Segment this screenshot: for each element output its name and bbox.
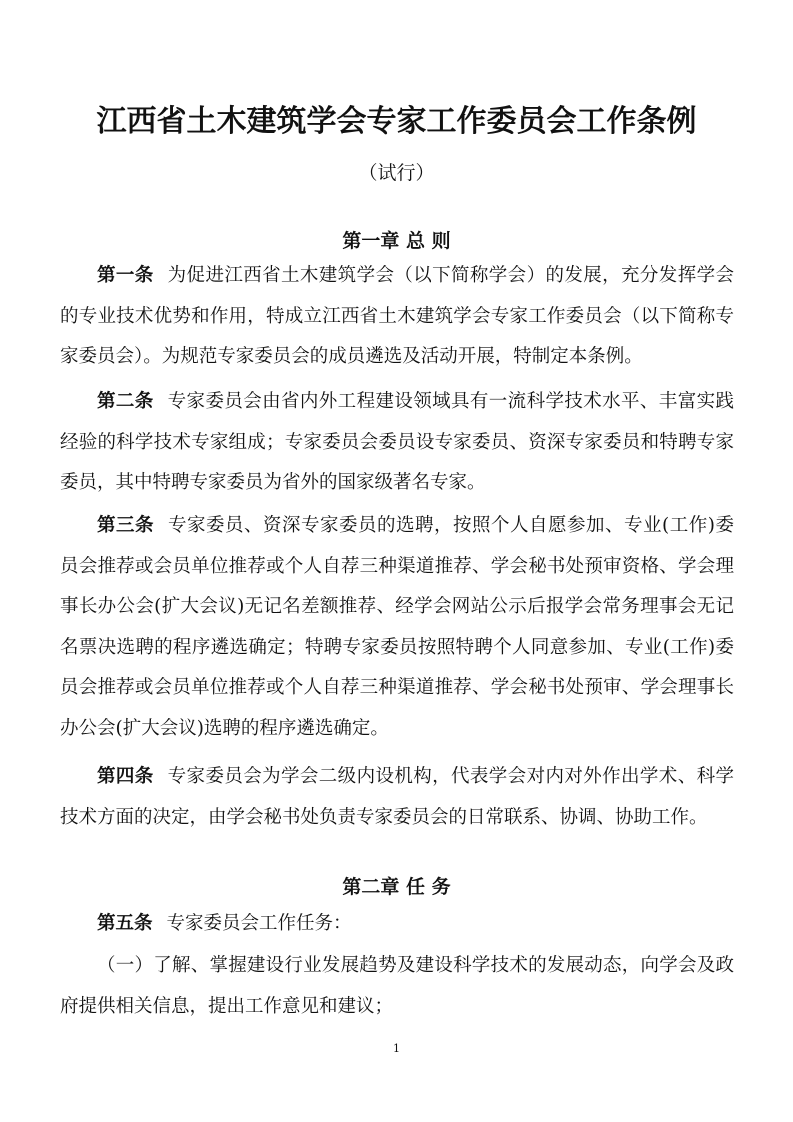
article-2-text: 专家委员会由省内外工程建设领域具有一流科学技术水平、丰富实践经验的科学技术专家组成；专家委员会委员设专家委员、资深专家委员和特聘专家委员，其中特聘专家委员为省外的国家级著名专家。 bbox=[60, 391, 734, 493]
document-subtitle: （试行） bbox=[358, 162, 435, 184]
page-number: 1 bbox=[393, 1042, 400, 1055]
article-5-item-1: （一）了解、掌握建设行业发展趋势及建设科学技术的发展动态，向学会及政府提供相关信息，提出工作意见和建议； bbox=[60, 955, 734, 1017]
article-4-label: 第四条 bbox=[97, 766, 154, 787]
article-3-label: 第三条 bbox=[97, 515, 155, 536]
article-1-text: 为促进江西省土木建筑学会（以下简称学会）的发展，充分发挥学会的专业技术优势和作用，特成立江西省土木建筑学会专家工作委员会（以下简称专家委员会）。为规范专家委员会的成员遴选及活动开展，特制定本条例。 bbox=[60, 265, 734, 367]
article-4-text: 专家委员会为学会二级内设机构，代表学会对内对外作出学术、科学技术方面的决定，由学会秘书处负责专家委员会的日常联系、协调、协助工作。 bbox=[60, 766, 734, 828]
article-2 bbox=[60, 382, 734, 504]
document-title: 江西省土木建筑学会专家工作委员会工作条例 bbox=[96, 104, 697, 139]
article-4 bbox=[60, 757, 734, 838]
article-3-text: 专家委员、资深专家委员的选聘，按照个人自愿参加、专业(工作)委员会推荐或会员单位推荐或个人自荐三种渠道推荐、学会秘书处预审资格、学会理事长办公会(扩大会议)无记名差额推荐、经学会网站公示后报学会常务理事会无记名票决选聘的程序遴选确定；特聘专家委员按照特聘个人同意参加、专业(工作)委员会推荐或会员单位推荐或个人自荐三种渠道推荐、学会秘书处预审、学会理事长办公会(扩大会议)选聘的程序遴选确定。 bbox=[60, 515, 734, 739]
article-1 bbox=[60, 256, 734, 378]
chapter-2-heading: 第二章 任 务 bbox=[342, 876, 451, 898]
article-3 bbox=[60, 506, 734, 749]
article-5-text: 专家委员会工作任务： bbox=[166, 913, 352, 934]
article-2-label: 第二条 bbox=[97, 391, 154, 412]
article-1-label: 第一条 bbox=[97, 265, 154, 286]
article-5-label: 第五条 bbox=[97, 913, 153, 934]
article-5 bbox=[60, 904, 734, 945]
chapter-1-heading: 第一章 总 则 bbox=[342, 230, 451, 252]
